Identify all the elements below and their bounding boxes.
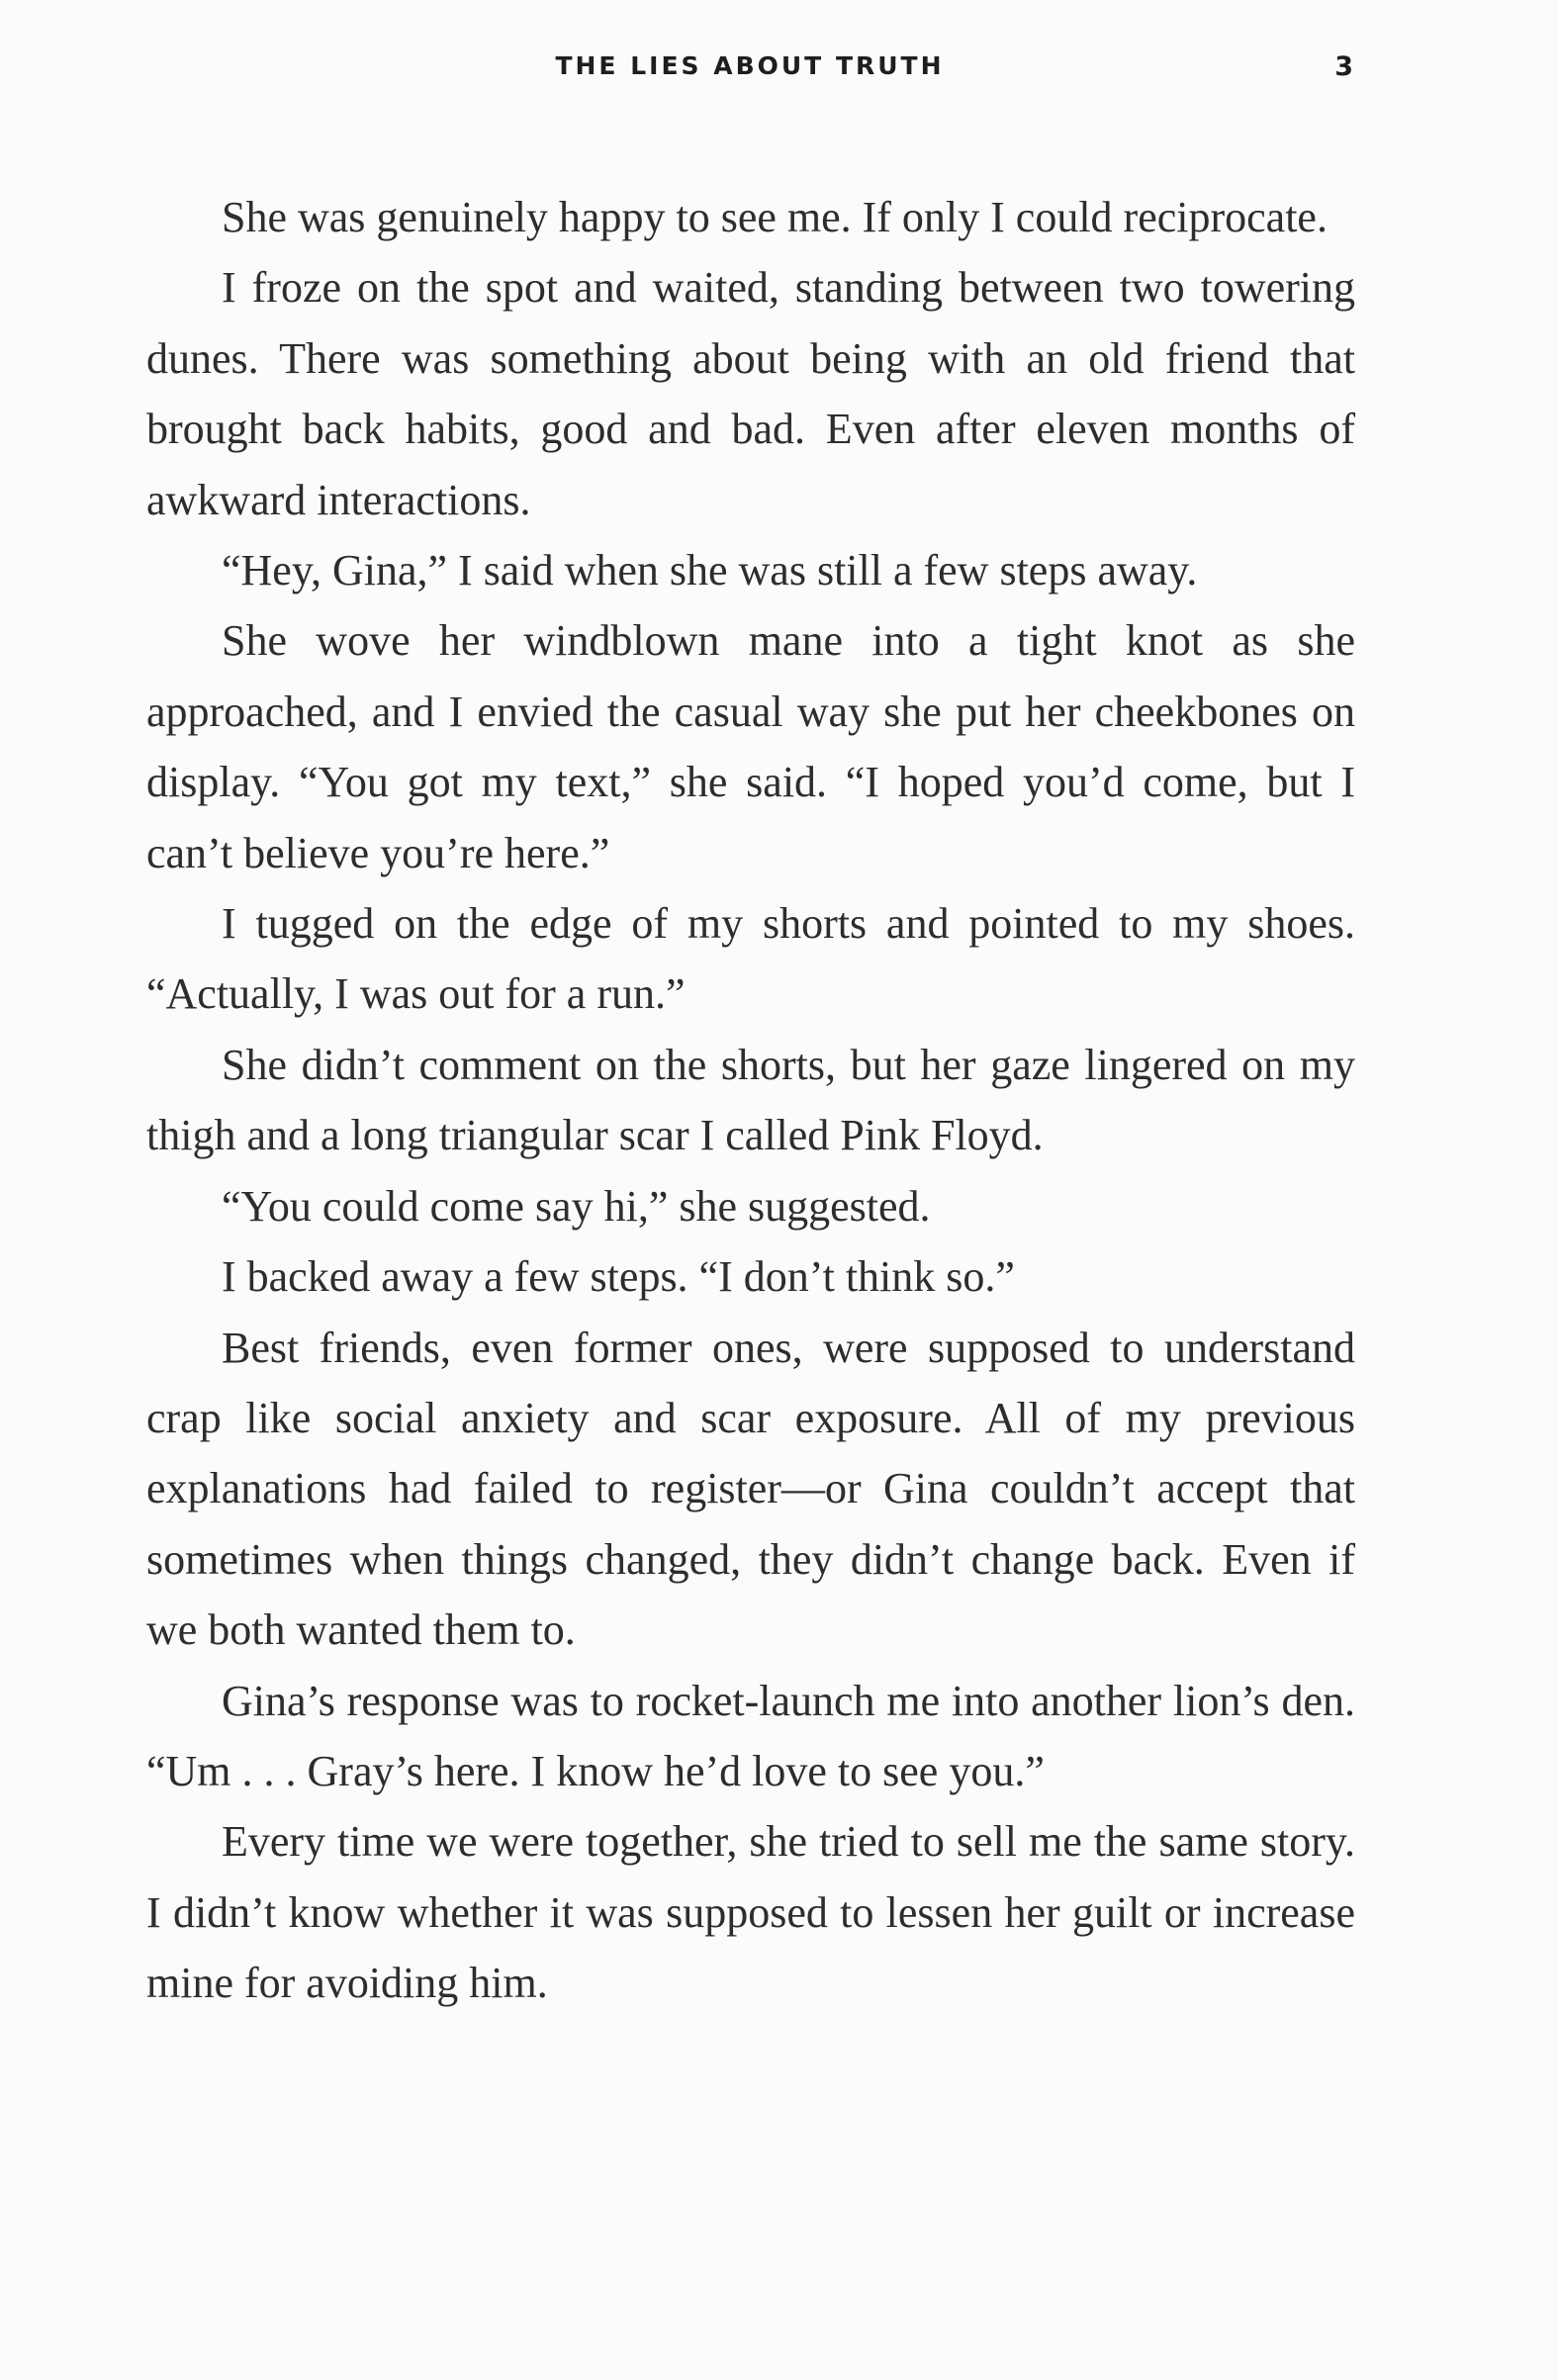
running-title: THE LIES ABOUT TRUTH	[555, 51, 945, 80]
paragraph: Gina’s response was to rocket-launch me into another lion’s den. “Um . . . Gray’s here. I know he’d love to see you.”	[146, 1676, 1355, 1795]
running-head	[146, 51, 1353, 91]
paragraph: Every time we were together, she tried to sell me the same story. I didn’t know whether it was supposed to lessen her guilt or increase mine for avoiding him.	[146, 1817, 1355, 2008]
paragraph: She didn’t comment on the shorts, but her gaze lingered on my thigh and a long triangular scar I called Pink Floyd.	[146, 1040, 1355, 1160]
paragraph: She wove her windblown mane into a tight knot as she approached, and I envied the casual way she put her cheekbones on display. “You got my text,” she said. “I hoped you’d come, but I can’t believe you’re here.”	[146, 616, 1355, 877]
page-number: 3	[1334, 51, 1353, 82]
paragraph: I tugged on the edge of my shorts and pointed to my shoes. “Actually, I was out for a run.”	[146, 899, 1355, 1019]
paragraph: “Hey, Gina,” I said when she was still a few steps away.	[222, 546, 1198, 595]
paragraph: She was genuinely happy to see me. If only I could reciprocate.	[222, 193, 1328, 241]
paragraph: I froze on the spot and waited, standing between two towering dunes. There was something about being with an old friend that brought back habits, good and bad. Even after eleven months of awkward interactions.	[146, 263, 1355, 524]
paragraph: Best friends, even former ones, were supposed to understand crap like social anxiety and scar exposure. All of my previous explanations had failed to register—or Gina couldn’t accept that sometimes when things changed, they didn’t change back. Even if we both wanted them to.	[146, 1323, 1355, 1655]
paragraph: I backed away a few steps. “I don’t think so.”	[222, 1252, 1015, 1302]
paragraph: “You could come say hi,” she suggested.	[222, 1181, 931, 1231]
body-text	[146, 182, 1355, 2019]
